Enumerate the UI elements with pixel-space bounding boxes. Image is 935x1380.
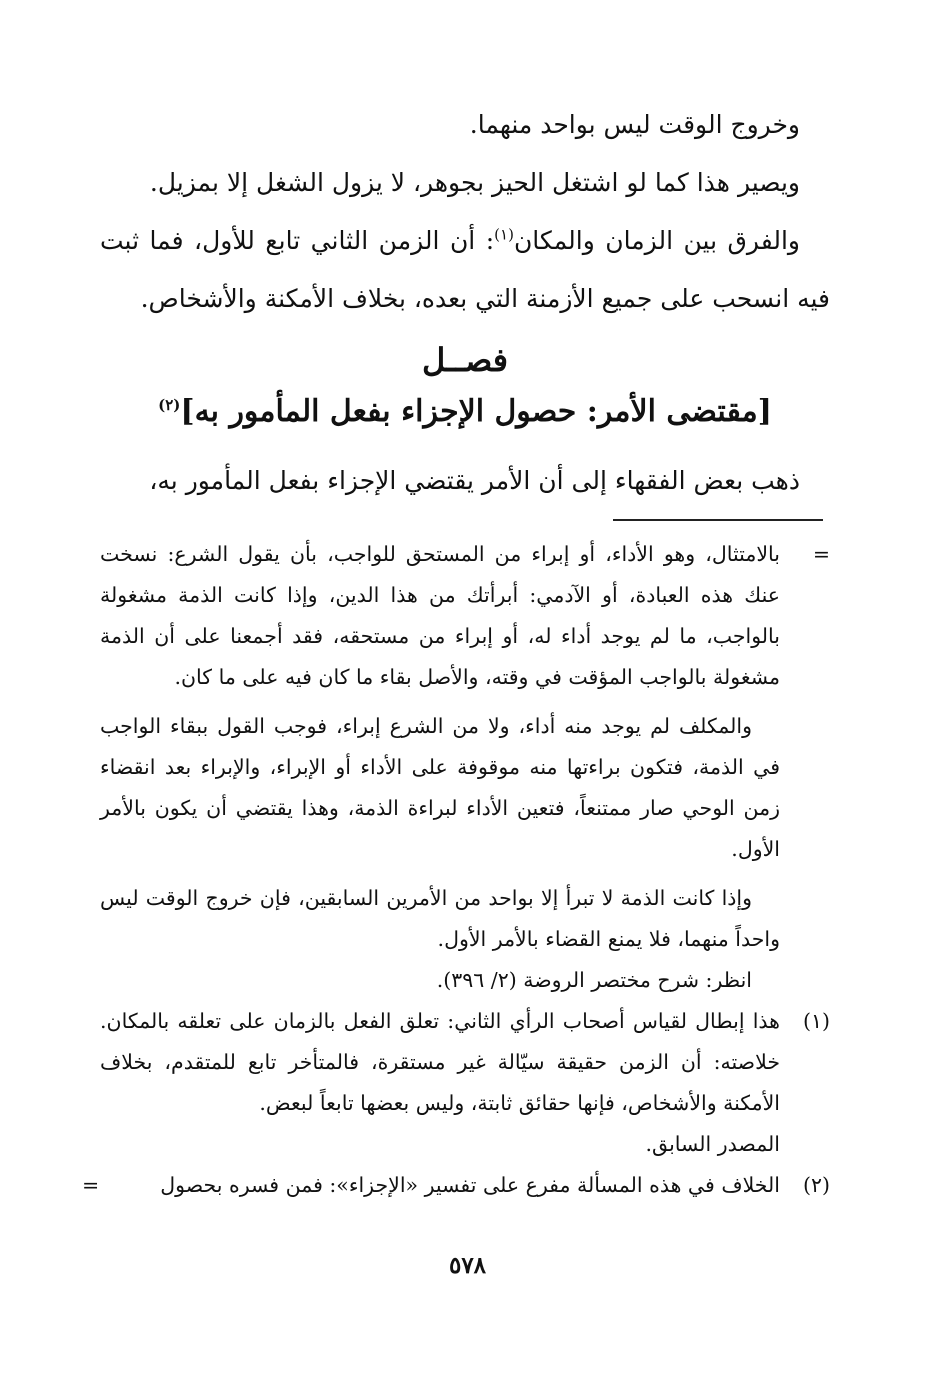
footnote-2-text: الخلاف في هذه المسألة مفرع على تفسير «الإجزاء»: فمن فسره بحصول	[160, 1173, 780, 1197]
footnote-continuation	[100, 534, 830, 698]
continuation-para-3-text: وإذا كانت الذمة لا تبرأ إلا بواحد من الأمرين السابقين، فإن خروج الوقت ليس واحداً منهما، فلا يمنع القضاء بالأمر الأول.	[100, 886, 780, 951]
subheading-text: [مقتضى الأمر: حصول الإجزاء بفعل المأمور به]	[180, 394, 772, 429]
continuation-reference	[100, 960, 830, 1001]
footnote-ref-1: (١)	[494, 225, 514, 244]
footnote-1	[100, 1001, 830, 1124]
continuation-para-1: بالامتثال، وهو الأداء، أو إبراء من المستحق للواجب، بأن يقول الشرع: نسخت عنك هذه العبادة، أو الآدمي: أبرأتك من هذا الدين، وإذا كانت الذمة مشغولة بالواجب، ما لم يوجد أداء له، أو إبراء من مستحقه، فقد أجمعنا على أن الذمة مشغولة بالواجب المؤقت في وقته، والأصل بقاء ما كان فيه على ما كان.	[100, 542, 780, 689]
footnote-2	[82, 1165, 830, 1206]
main-line-2: ويصير هذا كما لو اشتغل الحيز بجوهر، لا يزول الشغل إلا بمزيل.	[149, 168, 800, 197]
footnote-ref-2: (٢)	[158, 396, 181, 414]
footnote-1-source	[100, 1124, 830, 1165]
continuation-reference-text: انظر: شرح مختصر الروضة (٢/ ٣٩٦).	[436, 968, 752, 992]
footnote-2-mark: (٢)	[802, 1173, 830, 1197]
para3-after: : أن الزمن الثاني تابع للأول، فما ثبت فيه انسحب على جميع الأزمنة التي بعده، بخلاف الأمكنة والأشخاص.	[100, 226, 830, 313]
footnote-1-source-text: المصدر السابق.	[645, 1132, 780, 1156]
continuation-mark: =	[812, 542, 830, 566]
main-line-1: وخروج الوقت ليس بواحد منهما.	[469, 110, 800, 139]
main-text	[100, 96, 830, 510]
footnote-separator	[613, 519, 823, 521]
footnote-1-text: هذا إبطال لقياس أصحاب الرأي الثاني: تعلق الفعل بالزمان على تعلقه بالمكان. خلاصته: أن الزمن حقيقة سيّالة غير مستقرة، فالمتأخر تابع للمتقدم، بخلاف الأمكنة والأشخاص، فإنها حقائق ثابتة، وليس بعضها تابعاً لبعض.	[100, 1009, 780, 1115]
main-last-line: ذهب بعض الفقهاء إلى أن الأمر يقتضي الإجزاء بفعل المأمور به،	[149, 466, 800, 495]
main-paragraph-3	[100, 212, 830, 328]
continuation-para-3	[100, 878, 830, 960]
continuation-para-2-text: والمكلف لم يوجد منه أداء، ولا من الشرع إبراء، فوجب القول ببقاء الواجب في الذمة، فتكون براءتها منه موقوفة على الأداء أو الإبراء، والإبراء بعد انقضاء زمن الوحي صار ممتنعاً، فتعين الأداء لبراءة الذمة، وهذا يقتضي أن يكون بالأمر الأول.	[100, 714, 780, 861]
page-number: ٥٧٨	[448, 1252, 487, 1279]
continuation-para-2	[100, 706, 830, 870]
section-heading: فصــل	[421, 341, 509, 379]
footnote-2-continues-mark: =	[82, 1173, 100, 1197]
section-subheading	[100, 386, 830, 438]
footnotes	[82, 534, 830, 1206]
footnote-1-mark: (١)	[802, 1009, 830, 1033]
para3-before: والفرق بين الزمان والمكان	[513, 226, 800, 255]
